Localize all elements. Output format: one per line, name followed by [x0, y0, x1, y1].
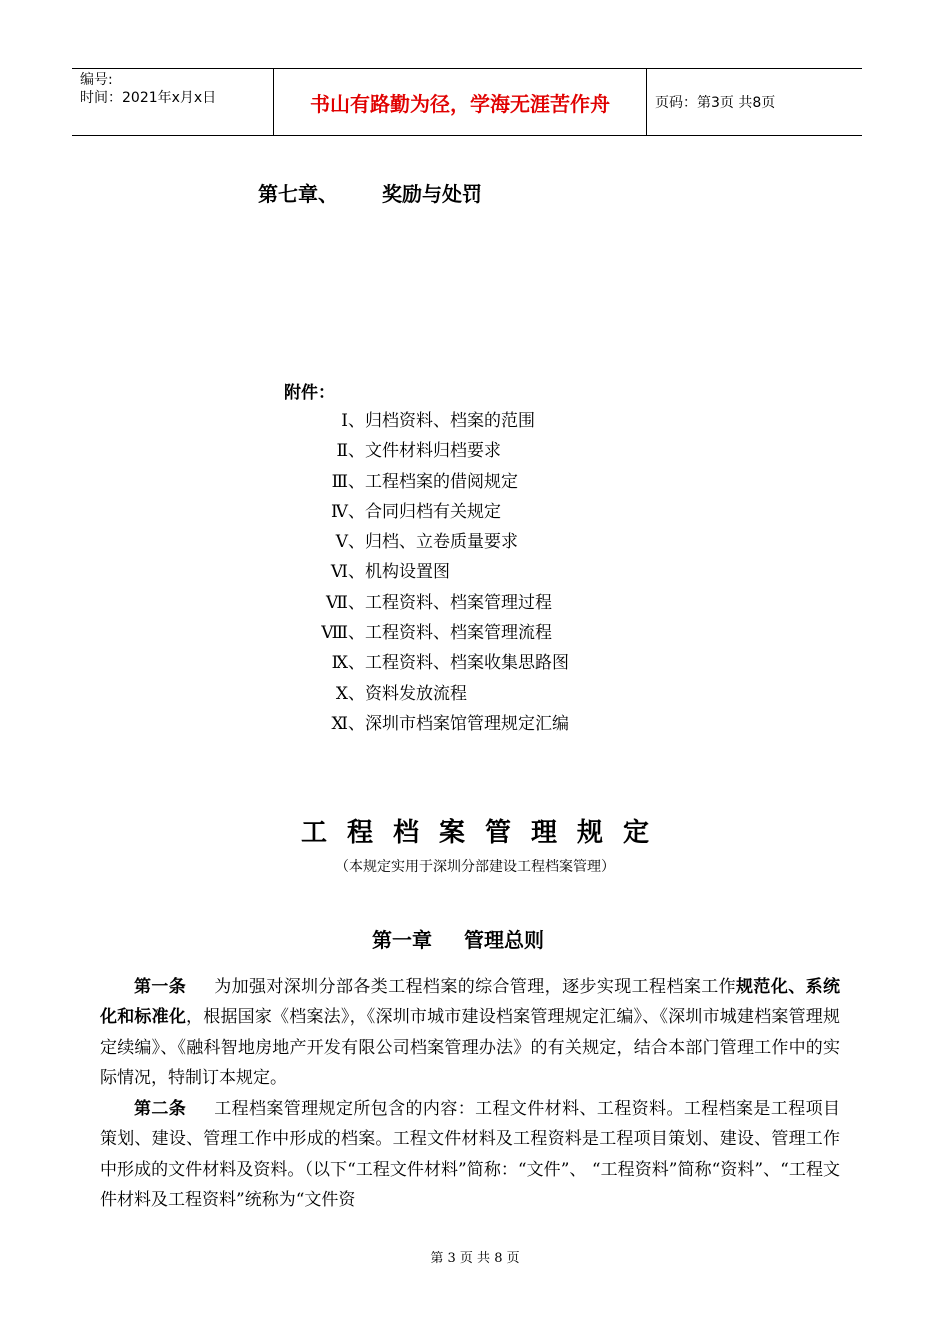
article-label: 第一条 [134, 977, 187, 997]
chapter1-number: 第一章 [372, 928, 432, 952]
document-title: 工程档案管理规定 [300, 818, 669, 848]
article-2-paragraph: 第二条 工程档案管理规定所包含的内容：工程文件材料、工程资料。工程档案是工程项目策划、建设、管理工作中形成的档案。工程文件材料及工程资料是工程项目策划、建设、管理工作中形成的文件材料及资料。（以下“工程文件材料”简称：“文件”、 “工程资料”简称“资料”、“工程文件材料及工程资料”统称为“文件资 [100, 1099, 841, 1210]
chapter7-title: 奖励与处罚 [382, 182, 482, 206]
list-item: Ⅶ、工程资料、档案管理过程 [326, 592, 552, 613]
article-2 [100, 1094, 840, 1215]
list-item: Ⅴ、归档、立卷质量要求 [335, 532, 518, 553]
header-meta [72, 69, 273, 135]
article-1 [100, 972, 840, 1093]
list-item: Ⅱ、文件材料归档要求 [336, 441, 501, 462]
list-item: Ⅺ、深圳市档案馆管理规定汇编 [331, 713, 569, 734]
attachments-heading: 附件： [284, 383, 335, 403]
chapter1-title: 管理总则 [464, 928, 544, 952]
time-label: 时间：2021年x月x日 [80, 90, 217, 106]
article-label: 第二条 [134, 1099, 187, 1119]
list-item: Ⅲ、工程档案的借阅规定 [331, 471, 518, 492]
list-item: Ⅳ、合同归档有关规定 [331, 501, 501, 522]
article-1-paragraph: 第一条 为加强对深圳分部各类工程档案的综合管理，逐步实现工程档案工作规范化、系统化和标准化，根据国家《档案法》，《深圳市城市建设档案管理规定汇编》、《深圳市城建档案管理规定续编》、《融科智地房地产开发有限公司档案管理办法》的有关规定，结合本部门管理工作中的实际情况，特制订本规定。 [100, 977, 841, 1088]
header-page-number: 页码：第3页 共8页 [655, 95, 776, 111]
document-subtitle: （本规定实用于深圳分部建设工程档案管理） [335, 859, 615, 875]
list-item: Ⅸ、工程资料、档案收集思路图 [331, 653, 569, 674]
list-item: Ⅹ、资料发放流程 [335, 683, 467, 704]
list-item: Ⅷ、工程资料、档案管理流程 [321, 623, 552, 644]
list-item: Ⅰ、归档资料、档案的范围 [341, 411, 535, 431]
page-header [72, 68, 862, 136]
emphasis-text: 规范化、系统化和标准化 [100, 977, 841, 1028]
page-footer: 第 3 页 共 8 页 [430, 1251, 520, 1266]
chapter7-number: 第七章、 [258, 182, 338, 206]
header-motto: 书山有路勤为径，学海无涯苦作舟 [273, 69, 647, 135]
attachments-list [300, 406, 569, 739]
serial-number-label: 编号: [80, 72, 113, 88]
chapter1-heading [372, 924, 544, 953]
list-item: Ⅵ、机构设置图 [330, 562, 450, 583]
chapter7-heading [258, 178, 482, 207]
